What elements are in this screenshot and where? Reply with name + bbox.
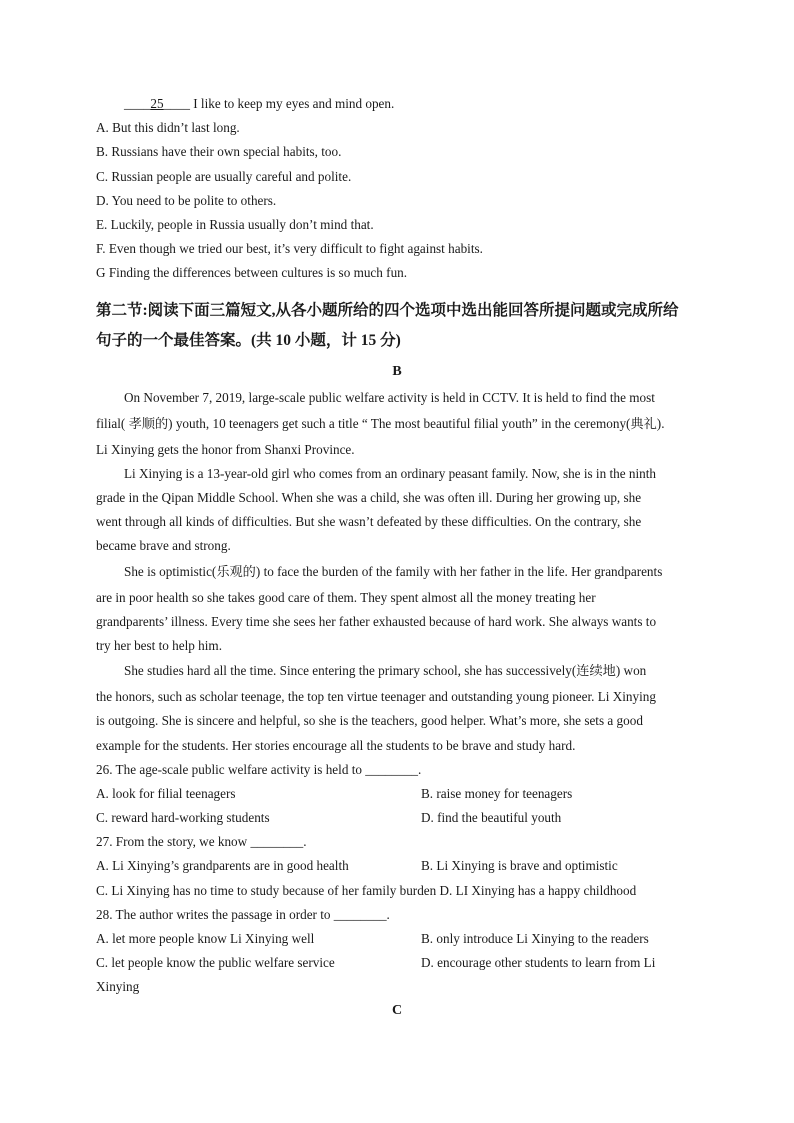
passage-b-line: She is optimistic(乐观的) to face the burden of the family with her father in the life. Her grandparents <box>124 564 663 579</box>
question-26-option-c: C. reward hard-working students <box>96 810 270 825</box>
passage-b-line: example for the students. Her stories encourage all the students to be brave and study hard. <box>96 738 576 753</box>
blank-sentence: I like to keep my eyes and mind open. <box>193 96 395 111</box>
passage-b-line: grandparents’ illness. Every time she sees her father exhausted because of hard work. She always wants to <box>96 614 657 629</box>
option-b: B. Russians have their own special habits, too. <box>96 144 342 159</box>
option-a: A. But this didn’t last long. <box>96 120 240 135</box>
passage-b-line: filial( 孝顺的) youth, 10 teenagers get such a title “ The most beautiful filial youth” in the ceremony(典礼). <box>96 416 665 431</box>
passage-b-line: became brave and strong. <box>96 538 231 553</box>
section-two-heading-line1: 第二节:阅读下面三篇短文,从各小题所给的四个选项中选出能回答所提问题或完成所给 <box>96 302 679 319</box>
question-26-stem: 26. The age-scale public welfare activity is held to ________. <box>96 762 422 777</box>
passage-b-line: On November 7, 2019, large-scale public welfare activity is held in CCTV. It is held to find the most <box>124 390 655 405</box>
question-28-option-b: B. only introduce Li Xinying to the readers <box>421 931 649 946</box>
option-g: G Finding the differences between cultures is so much fun. <box>96 265 408 280</box>
passage-b-line: grade in the Qipan Middle School. When she was a child, she was often ill. During her growing up, she <box>96 490 642 505</box>
question-27-option-a: A. Li Xinying’s grandparents are in good health <box>96 858 349 873</box>
option-c: C. Russian people are usually careful and polite. <box>96 169 352 184</box>
question-26-option-d: D. find the beautiful youth <box>421 810 562 825</box>
passage-b-line: try her best to help him. <box>96 638 222 653</box>
passage-b-line: went through all kinds of difficulties. But she wasn’t defeated by these difficulties. On the contrary, she <box>96 514 642 529</box>
passage-b-line: Li Xinying gets the honor from Shanxi Province. <box>96 442 355 457</box>
blank-25-line <box>124 95 394 113</box>
question-28-stem: 28. The author writes the passage in order to ________. <box>96 907 390 922</box>
option-d: D. You need to be polite to others. <box>96 193 277 208</box>
question-27-option-b: B. Li Xinying is brave and optimistic <box>421 858 618 873</box>
passage-b-line: are in poor health so she takes good care of them. They spent almost all the money treating her <box>96 590 596 605</box>
blank-underline <box>124 96 190 111</box>
passage-b-letter: B <box>392 364 402 379</box>
blank-lead: ____ <box>124 96 151 111</box>
question-28-option-d-continued: Xinying <box>96 979 140 994</box>
question-28-option-d: D. encourage other students to learn from Li <box>421 955 656 970</box>
option-f: F. Even though we tried our best, it’s very difficult to fight against habits. <box>96 241 483 256</box>
question-26-option-a: A. look for filial teenagers <box>96 786 236 801</box>
passage-c-letter: C <box>391 1003 403 1018</box>
passage-b-line: is outgoing. She is sincere and helpful, so she is the teachers, good helper. What’s more, she sets a good <box>96 713 643 728</box>
question-27-stem: 27. From the story, we know ________. <box>96 834 307 849</box>
question-27-option-c-d: C. Li Xinying has no time to study because of her family burden D. LI Xinying has a happy childhood <box>96 883 637 898</box>
option-e: E. Luckily, people in Russia usually don’t mind that. <box>96 217 374 232</box>
passage-b-line: Li Xinying is a 13-year-old girl who comes from an ordinary peasant family. Now, she is in the ninth <box>124 466 656 481</box>
question-28-option-c: C. let people know the public welfare service <box>96 955 335 970</box>
blank-tail: ____ <box>163 96 190 111</box>
question-26-option-b: B. raise money for teenagers <box>421 786 573 801</box>
passage-b-line: She studies hard all the time. Since entering the primary school, she has successively(连续地) won <box>124 663 647 678</box>
blank-number: 25 <box>150 96 164 111</box>
question-28-option-a: A. let more people know Li Xinying well <box>96 931 315 946</box>
passage-b-line: the honors, such as scholar teenage, the top ten virtue teenager and outstanding young pioneer. Li Xinying <box>96 689 656 704</box>
section-two-heading-line2: 句子的一个最佳答案。(共 10 小题，计 15 分) <box>96 332 401 349</box>
